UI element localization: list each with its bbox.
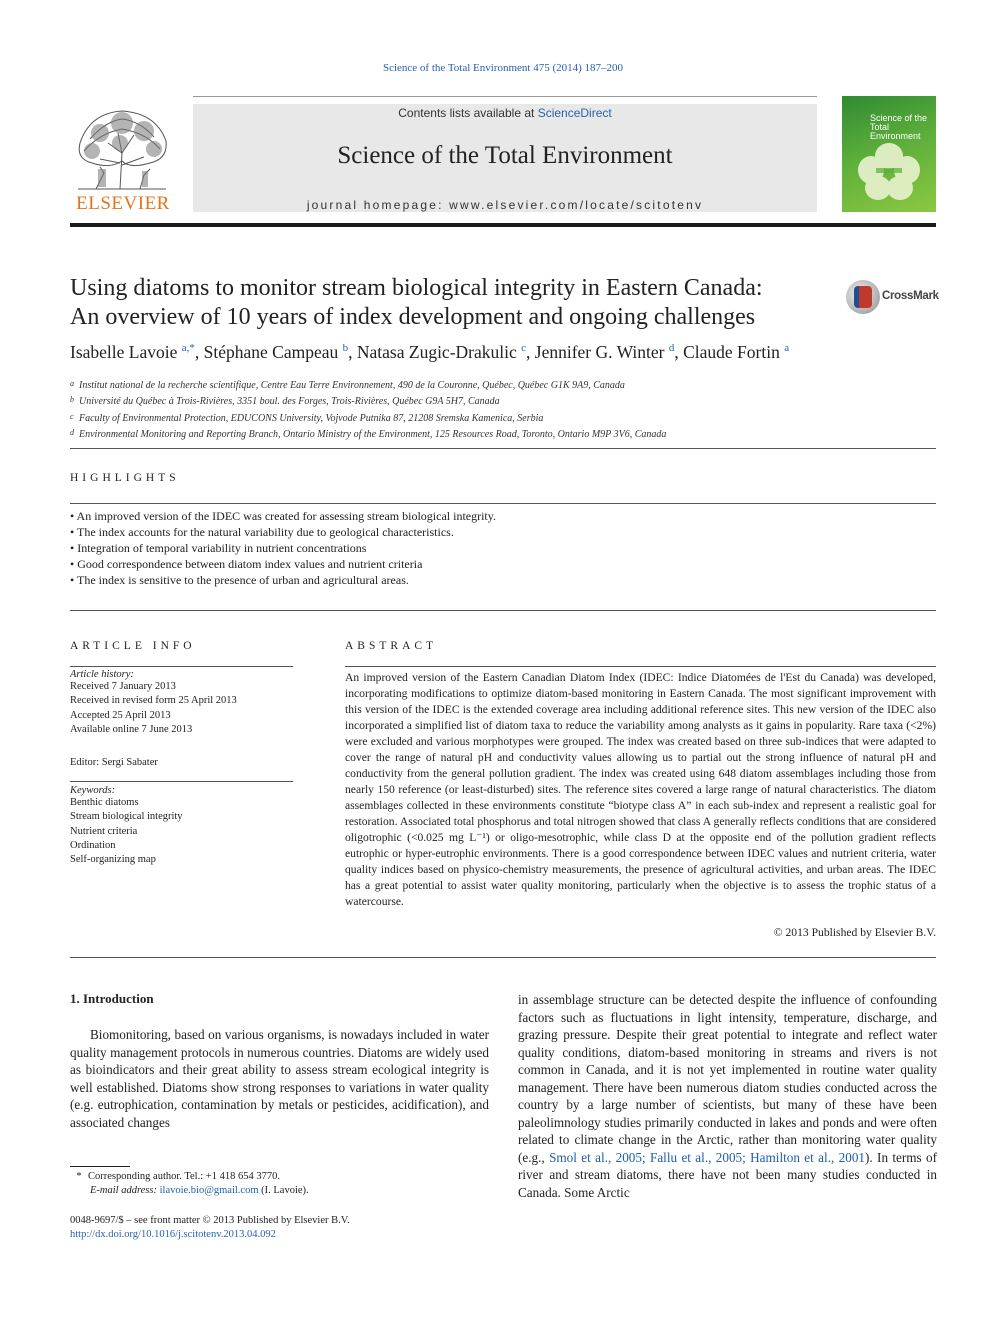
journal-title: Science of the Total Environment bbox=[337, 142, 673, 169]
header-thick-rule bbox=[70, 223, 936, 227]
email-note: E-mail address: ilavoie.bio@gmail.com (I. Lavoie). bbox=[90, 1185, 309, 1196]
history-label: Article history: bbox=[70, 669, 134, 680]
affiliation: d Environmental Monitoring and Reporting Branch, Ontario Ministry of the Environment, 125 Resources Road, Toronto, Ontario M9P 3V6, Canada bbox=[70, 427, 667, 440]
keyword: Self-organizing map bbox=[70, 854, 156, 866]
author[interactable]: Jennifer G. Winter $^d$ bbox=[534, 342, 675, 362]
reference-links[interactable]: Smol et al., 2005; Fallu et al., 2005; Hamilton et al., 2001 bbox=[549, 1149, 866, 1165]
highlight-item: • Integration of temporal variability in nutrient concentrations bbox=[70, 541, 367, 555]
rule-below-abstract bbox=[70, 957, 936, 958]
received-date: Received 7 January 2013 bbox=[70, 681, 176, 692]
col2-text: in assemblage structure can be detected despite the influence of confounding factors such as fluctuations in light intensity, temperature, discharge, and grazing pressure. Despite their great potential to integrate and reflect water quality conditions, diatom-based monitoring in streams and rivers is not common in Canada, and it is not yet implemented in routine water quality management. There have been numerous diatom studies conducted across the country by a large number of scientists, but many of these have been paleolimnology studies primarily conducted in lakes and ponds and were often related to climate change in the Arctic, rather than monitoring water quality (e.g., bbox=[518, 992, 937, 1165]
header-top-rule bbox=[193, 96, 817, 97]
article-history bbox=[70, 669, 293, 737]
author[interactable]: Stéphane Campeau $^b$ bbox=[203, 342, 349, 362]
abstract-copyright: © 2013 Published by Elsevier B.V. bbox=[773, 926, 936, 939]
title-line-2: An overview of 10 years of index development and ongoing challenges bbox=[70, 304, 756, 330]
contents-line bbox=[193, 106, 817, 120]
sciencedirect-link[interactable]: ScienceDirect bbox=[537, 106, 612, 120]
rule-below-highlights-heading bbox=[70, 503, 936, 504]
col2-text-cont: ). In terms of river and stream diatoms, there have not been many studies conducted in Canada. Some Arctic bbox=[518, 1149, 938, 1200]
revised-date: Received in revised form 25 April 2013 bbox=[70, 695, 237, 707]
issn-line: 0048-9697/$ – see front matter © 2013 Published by Elsevier B.V. bbox=[70, 1215, 350, 1226]
highlight-item: • The index is sensitive to the presence of urban and agricultural areas. bbox=[70, 573, 409, 587]
body-column-2 bbox=[518, 991, 937, 1201]
crossmark-badge[interactable] bbox=[846, 280, 938, 316]
journal-cover-thumbnail[interactable] bbox=[842, 96, 936, 212]
affiliations bbox=[70, 377, 936, 442]
online-date: Available online 7 June 2013 bbox=[70, 723, 193, 735]
highlight-item: • An improved version of the IDEC was created for assessing stream biological integrity. bbox=[70, 509, 496, 523]
homepage-label: journal homepage: bbox=[306, 198, 444, 212]
rule-above-highlights bbox=[70, 448, 936, 449]
homepage-url[interactable]: www.elsevier.com/locate/scitotenv bbox=[449, 198, 704, 212]
doi-link[interactable]: http://dx.doi.org/10.1016/j.scitotenv.2013.04.092 bbox=[70, 1229, 276, 1240]
article-info-heading: ARTICLE INFO bbox=[70, 640, 196, 652]
highlights-heading: HIGHLIGHTS bbox=[70, 472, 180, 484]
highlights-list bbox=[70, 508, 936, 588]
rule-abstract bbox=[345, 666, 936, 667]
abstract-text: An improved version of the Eastern Canadian Diatom Index (IDEC: Indice Diatomées de l'Est du Canada) was developed, incorporating modifications to optimize diatom-based monitoring in Eastern Canada. The most significant improvement with this version of the IDEC is the extended coverage area including additional reference sites. This new version of the IDEC also incorporated a simplified list of diatom taxa to reduce the variability among analysts as it gains in popularity. Rare taxa (<2%) were excluded and various morphotypes were grouped. The index was created based on three sub-indices that were adapted to cover the range of natural pH and conductivity values allowing us to partial out the strong influence of natural pH and conductivity from the general pollution gradient. The index was created using 648 diatom assemblages including those from nearly 150 reference (or least-disturbed) sites. The reference sites covered a large range of natural characteristics. The diatom assemblages collected in these environments constitute “biotype class A” in each sub-index and represent a realistic goal for restoration. Associated total phosphorus and total nitrogen showed that class A generally reflects conditions that are considered oligotrophic (<0.025 mg L⁻¹) or oligo-mesotrophic, while class D at the opposite end of the pollution gradient reflects eutrophic or hyper-eutrophic environments. There is a good correspondence between IDEC values and nutrient criteria, water quality indices based on physico-chemistry measurements, the presence of agricultural activities, and urban areas. The IDEC has a great potential to assist water quality monitoring, particularly when the objective is to assess the trophic status of a watercourse. bbox=[345, 671, 936, 908]
affiliation: a Institut national de la recherche scientifique, Centre Eau Terre Environnement, 490 de la Couronne, Québec, Québec G1K 9A9, Canada bbox=[70, 379, 625, 391]
footnote-rule bbox=[70, 1166, 130, 1167]
email-link[interactable]: ilavoie.bio@gmail.com bbox=[159, 1185, 259, 1196]
rule-keywords bbox=[70, 781, 293, 782]
corresponding-author-note: * Corresponding author. Tel.: +1 418 654 3770. bbox=[76, 1171, 280, 1182]
editor: Editor: Sergi Sabater bbox=[70, 757, 158, 768]
affiliation: c Faculty of Environmental Protection, EDUCONS University, Vojvode Putnika 87, 21208 Sremska Kamenica, Serbia bbox=[70, 411, 544, 424]
crossmark-icon bbox=[846, 280, 880, 314]
keyword: Stream biological integrity bbox=[70, 811, 183, 823]
author[interactable]: Claude Fortin $^a$ bbox=[683, 342, 790, 362]
highlight-item: • Good correspondence between diatom index values and nutrient criteria bbox=[70, 557, 423, 571]
keyword: Nutrient criteria bbox=[70, 825, 138, 837]
keywords-label: Keywords: bbox=[70, 785, 116, 796]
journal-citation[interactable]: Science of the Total Environment 475 (2014) 187–200 bbox=[382, 62, 624, 74]
title-line-1: Using diatoms to monitor stream biological integrity in Eastern Canada: bbox=[70, 275, 763, 301]
author-list: Isabelle Lavoie $^{a,*}$, Stéphane Campeau $^b$, Natasa Zugic-Drakulic $^c$, Jennifer G. Winter $^d$, Claude Fortin $^a$ bbox=[70, 342, 790, 362]
rule-article-info bbox=[70, 666, 293, 667]
article-title bbox=[70, 274, 830, 332]
affiliation: b Université du Québec à Trois-Rivières, 3351 boul. des Forges, Trois-Rivières, Québec G9A 5H7, Canada bbox=[70, 395, 500, 408]
crossmark-label: CrossMark bbox=[882, 290, 939, 302]
accepted-date: Accepted 25 April 2013 bbox=[70, 709, 171, 721]
cover-flower-icon bbox=[856, 140, 922, 202]
journal-homepage bbox=[193, 198, 817, 212]
highlight-item: • The index accounts for the natural variability due to geological characteristics. bbox=[70, 525, 454, 539]
keyword: Benthic diatoms bbox=[70, 797, 139, 808]
elsevier-wordmark: ELSEVIER bbox=[76, 193, 170, 214]
body-column-1: Biomonitoring, based on various organisms, is nowadays included in water quality management protocols in numerous countries. Diatoms are widely used as bioindicators and their great ability to assess stream ecological integrity is well established. Diatoms show strong responses to variations in water quality (e.g. eutrophication, contamination by metals or pesticides, acidification), and associated changes bbox=[70, 1027, 489, 1130]
rule-below-highlights bbox=[70, 610, 936, 611]
cover-title: Science of the Total Environment bbox=[870, 113, 928, 141]
author[interactable]: Isabelle Lavoie $^{a,*}$ bbox=[70, 342, 195, 362]
author[interactable]: Natasa Zugic-Drakulic $^c$ bbox=[356, 342, 527, 362]
contents-prefix: Contents lists available at bbox=[398, 106, 535, 120]
section-heading-introduction: 1. Introduction bbox=[70, 991, 154, 1006]
keywords bbox=[70, 785, 293, 867]
abstract-heading: ABSTRACT bbox=[345, 640, 438, 652]
keyword: Ordination bbox=[70, 839, 116, 851]
